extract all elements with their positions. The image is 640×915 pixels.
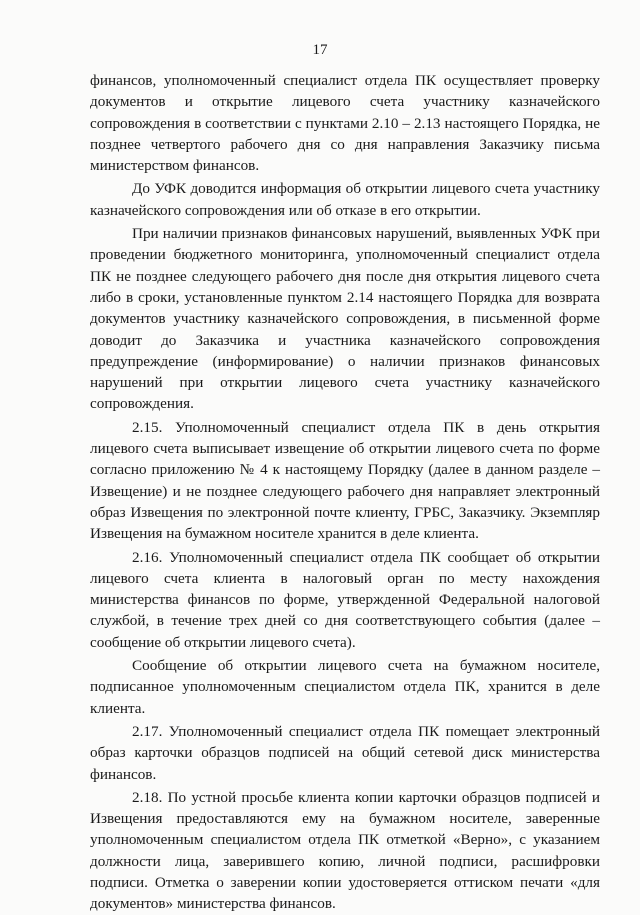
paragraph: 2.15. Уполномоченный специалист отдела ПК в день открытия лицевого счета выписывает извещение об открытии лицевого счета по форме согласно приложению № 4 к настоящему Порядку (далее в данном разделе – Извещение) и не позднее следующего рабочего дня направляет электронный образ Извещения по электронной почте клиенту, ГРБС, Заказчику. Экземпляр Извещения на бумажном носителе хранится в деле клиента. xyxy=(90,418,600,543)
paragraph: При наличии признаков финансовых нарушений, выявленных УФК при проведении бюджетного мониторинга, уполномоченный специалист отдела ПК не позднее следующего рабочего дня после дня открытия лицевого счета либо в сроки, установленные пунктом 2.14 настоящего Порядка для возврата документов участнику казначейского сопровождения, в письменной форме доводит до Заказчика и участника казначейского сопровождения предупреждение (информирование) о наличии признаков финансовых нарушений при открытии лицевого счета участнику казначейского сопровождения. xyxy=(90,225,600,413)
page-number: 17 xyxy=(312,42,328,58)
paragraph: До УФК доводится информация об открытии лицевого счета участнику казначейского сопровождения или об отказе в его открытии. xyxy=(90,180,600,219)
paragraph: 2.18. По устной просьбе клиента копии карточки образцов подписей и Извещения предоставляются ему на бумажном носителе, заверенные уполномоченным специалистом отдела ПК отметкой «Верно», с указанием должности лица, заверившего копию, личной подписи, расшифровки подписи. Отметка о заверении копии удостоверяется оттиском печати «для документов» министерства финансов. xyxy=(90,788,600,913)
paragraph: Сообщение об открытии лицевого счета на бумажном носителе, подписанное уполномоченным специалистом отдела ПК, хранится в деле клиента. xyxy=(90,657,600,717)
paragraph: 2.16. Уполномоченный специалист отдела ПК сообщает об открытии лицевого счета клиента в налоговый орган по месту нахождения министерства финансов по форме, утвержденной Федеральной налоговой службой, в течение трех дней со дня соответствующего события (далее – сообщение об открытии лицевого счета). xyxy=(90,548,600,651)
paragraph: 2.17. Уполномоченный специалист отдела ПК помещает электронный образ карточки образцов подписей на общий сетевой диск министерства финансов. xyxy=(90,722,600,783)
document-body xyxy=(90,70,600,915)
paragraph: финансов, уполномоченный специалист отдела ПК осуществляет проверку документов и открытие лицевого счета участнику казначейского сопровождения в соответствии с пунктами 2.10 – 2.13 настоящего Порядка, не позднее четвертого рабочего дня со дня направления Заказчику письма министерством финансов. xyxy=(90,72,600,175)
